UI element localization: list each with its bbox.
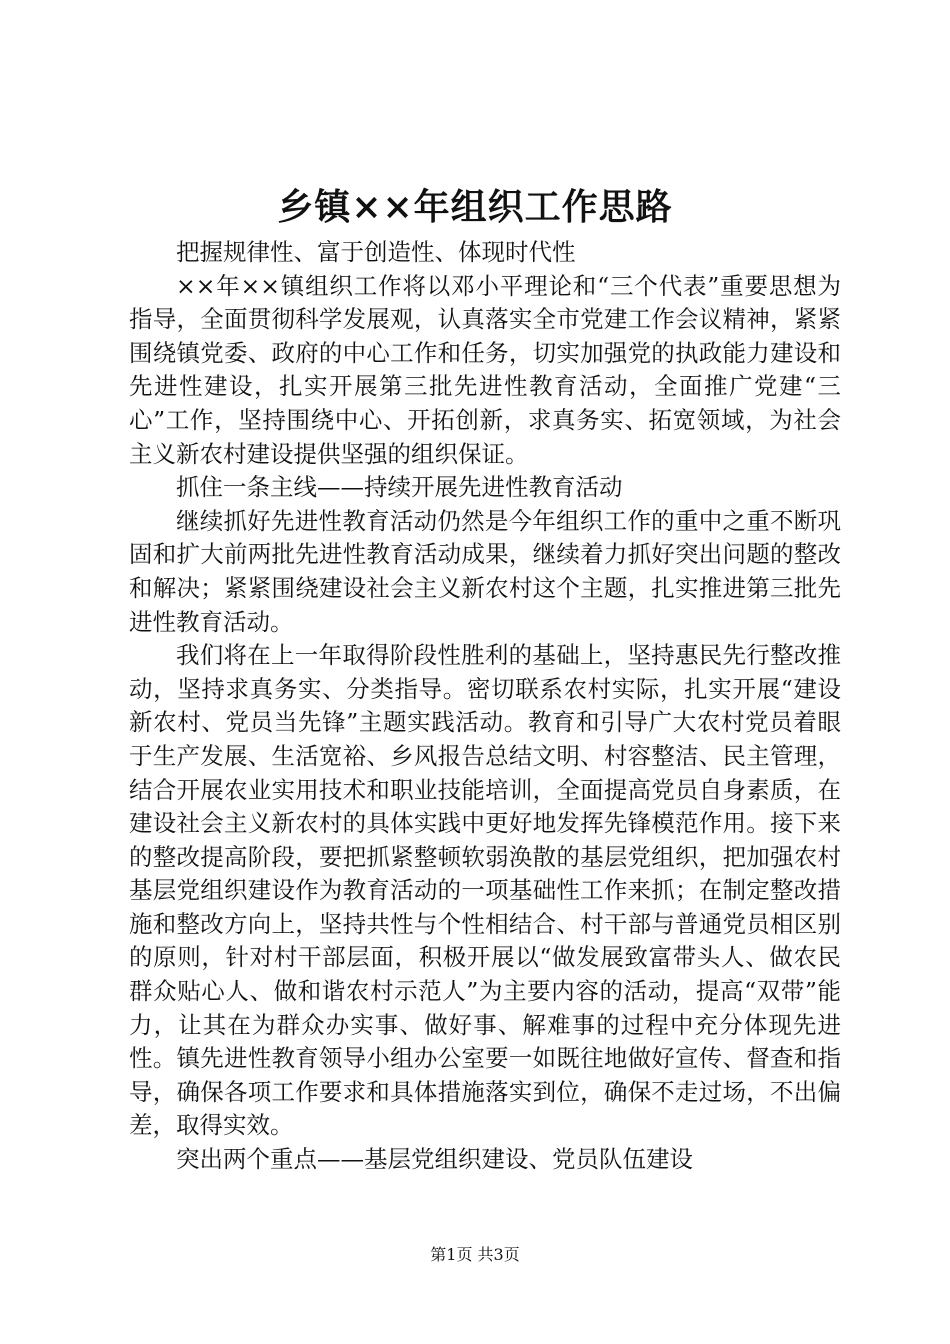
body-paragraph: 继续抓好先进性教育活动仍然是今年组织工作的重中之重不断巩固和扩大前两批先进性教育活动成果，继续着力抓好突出问题的整改和解决；紧紧围绕建设社会主义新农村这个主题，扎实推进第三批先进性教育活动。 <box>129 506 841 636</box>
section-heading: 抓住一条主线——持续开展先进性教育活动 <box>176 473 623 502</box>
section-heading: 把握规律性、富于创造性、体现时代性 <box>176 238 576 266</box>
document-title: 乡镇××年组织工作思路 <box>277 186 673 228</box>
section-heading: 突出两个重点——基层党组织建设、党员队伍建设 <box>176 1145 693 1174</box>
page-number: 第1页 共3页 <box>430 1245 520 1264</box>
body-paragraph: ××年××镇组织工作将以邓小平理论和“三个代表”重要思想为指导，全面贯彻科学发展观，认真落实全市党建工作会议精神，紧紧围绕镇党委、政府的中心工作和任务，切实加强党的执政能力建设和先进性建设，扎实开展第三批先进性教育活动，全面推广党建“三心”工作，坚持围绕中心、开拓创新，求真务实、拓宽领域，为社会主义新农村建设提供坚强的组织保证。 <box>129 271 841 468</box>
body-paragraph: 我们将在上一年取得阶段性胜利的基础上，坚持惠民先行整改推动，坚持求真务实、分类指导。密切联系农村实际，扎实开展“建设新农村、党员当先锋”主题实践活动。教育和引导广大农村党员着眼于生产发展、生活宽裕、乡风报告总结文明、村容整洁、民主管理，结合开展农业实用技术和职业技能培训，全面提高党员自身素质，在建设社会主义新农村的具体实践中更好地发挥先锋模范作用。接下来的整改提高阶段，要把抓紧整顿软弱涣散的基层党组织，把加强农村基层党组织建设作为教育活动的一项基础性工作来抓；在制定整改措施和整改方向上，坚持共性与个性相结合、村干部与普通党员相区别的原则，针对村干部层面，积极开展以“做发展致富带头人、做农民群众贴心人、做和谐农村示范人”为主要内容的活动，提高“双带”能力，让其在为群众办实事、做好事、解难事的过程中充分体现先进性。镇先进性教育领导小组办公室要一如既往地做好宣传、督查和指导，确保各项工作要求和具体措施落实到位，确保不走过场，不出偏差，取得实效。 <box>129 641 841 1140</box>
document-body <box>129 236 841 1177</box>
